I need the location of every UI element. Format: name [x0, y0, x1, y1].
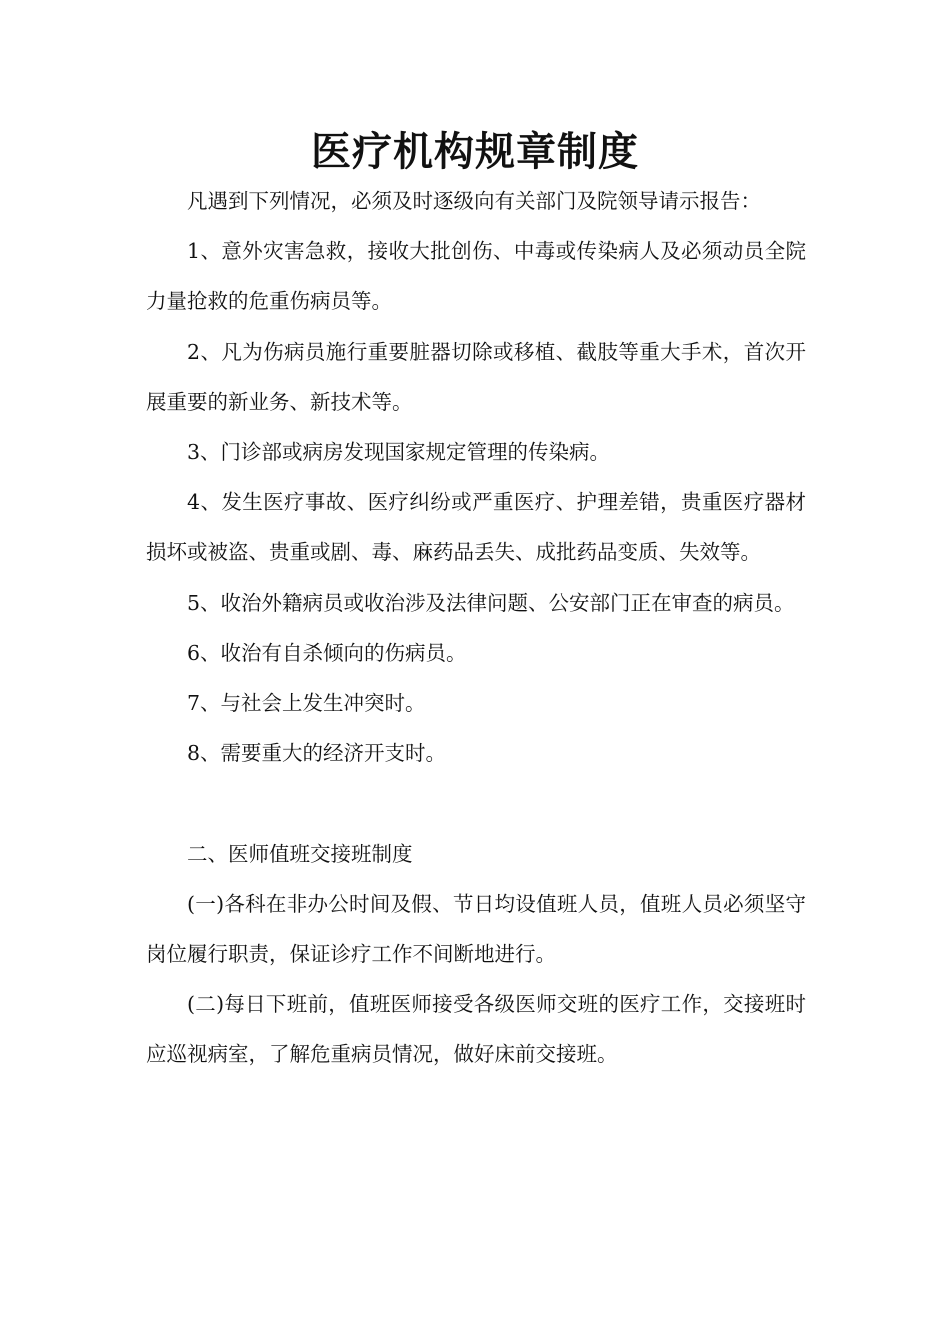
- blank-line: [146, 778, 806, 828]
- list-item-3: 3、门诊部或病房发现国家规定管理的传染病。: [187, 440, 611, 465]
- section-paragraph-1: (一)各科在非办公时间及假、节日均设值班人员，值班人员必须坚守岗位履行职责，保证诊疗工作不间断地进行。: [146, 891, 806, 967]
- document-title: 医疗机构规章制度: [311, 129, 639, 175]
- section-paragraph-2: (二)每日下班前，值班医师接受各级医师交班的医疗工作，交接班时应巡视病室，了解危重病员情况，做好床前交接班。: [146, 992, 806, 1067]
- list-item-5: 5、收治外籍病员或收治涉及法律问题、公安部门正在审查的病员。: [187, 590, 795, 615]
- list-item-1: 1、意外灾害急救，接收大批创伤、中毒或传染病人及必须动员全院力量抢救的危重伤病员等。: [146, 239, 806, 314]
- list-item-2: 2、凡为伤病员施行重要脏器切除或移植、截肢等重大手术，首次开展重要的新业务、新技术等。: [146, 339, 806, 414]
- list-item-6: 6、收治有自杀倾向的伤病员。: [187, 640, 467, 665]
- document-body: [146, 176, 806, 1080]
- intro-paragraph: 凡遇到下列情况，必须及时逐级向有关部门及院领导请示报告：: [187, 189, 761, 213]
- list-item-8: 8、需要重大的经济开支时。: [187, 741, 447, 766]
- list-item-7: 7、与社会上发生冲突时。: [187, 691, 426, 716]
- list-item-4: 4、发生医疗事故、医疗纠纷或严重医疗、护理差错，贵重医疗器材损坏或被盗、贵重或剧、毒、麻药品丢失、成批药品变质、失效等。: [146, 490, 806, 565]
- section-heading: 二、医师值班交接班制度: [187, 841, 413, 866]
